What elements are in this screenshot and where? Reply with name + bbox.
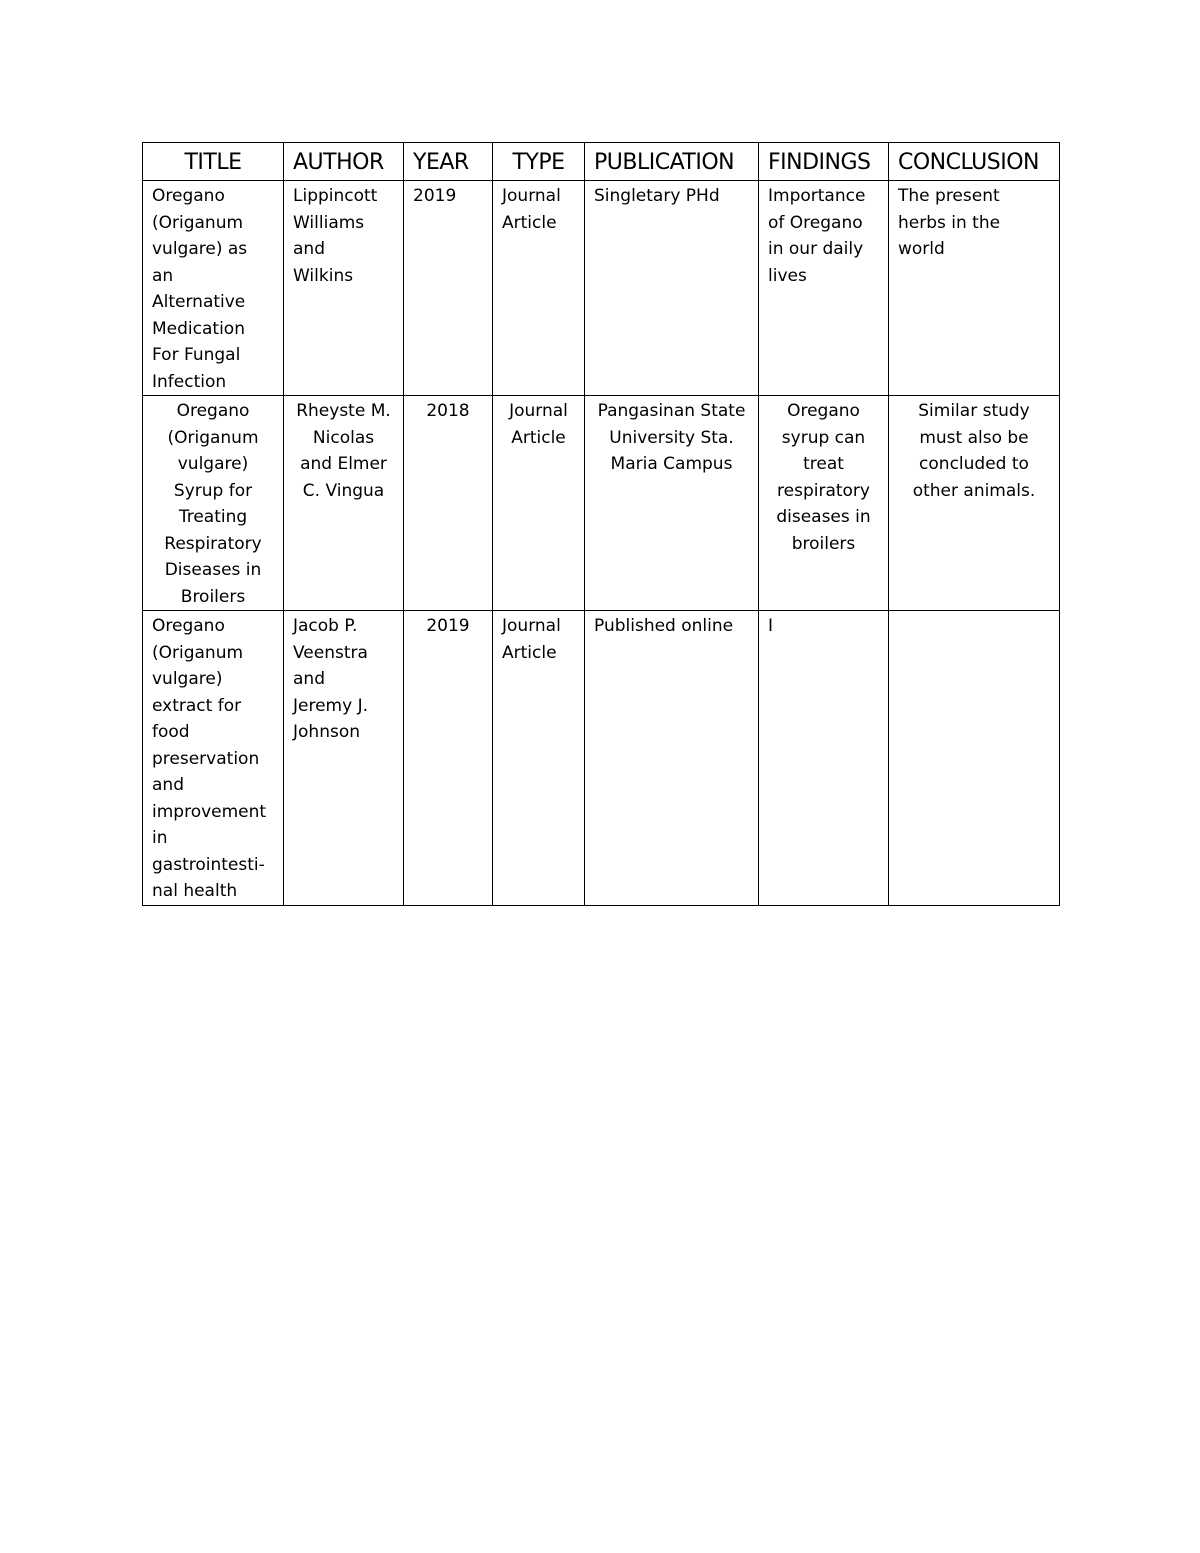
cell-text-line: Syrup for	[173, 480, 253, 501]
cell-text-line: (Origanum	[167, 427, 259, 448]
cell-text-line: treat	[803, 454, 844, 474]
cell-findings	[759, 396, 889, 611]
cell-text-line: Veenstra	[293, 642, 368, 663]
header-publication: PUBLICATION	[585, 143, 759, 181]
cell-title	[143, 181, 284, 396]
cell-text-line: Importance	[768, 186, 866, 206]
cell-text-line: concluded to	[919, 454, 1029, 474]
cell-text-line: Oregano	[152, 616, 225, 636]
cell-text-line: Johnson	[293, 722, 360, 742]
cell-text-line: diseases in	[776, 507, 871, 527]
cell-text-line: vulgare)	[177, 454, 249, 474]
cell-text-line: Rheyste M.	[296, 401, 391, 421]
cell-text-line: Journal	[502, 186, 561, 206]
cell-text-line: lives	[768, 265, 807, 286]
cell-text-line: Maria Campus	[610, 454, 733, 474]
cell-publication	[585, 181, 759, 396]
cell-text-line: nal health	[152, 881, 238, 901]
cell-type	[493, 181, 585, 396]
cell-text-line: Article	[502, 642, 557, 663]
cell-text-line: (Origanum	[152, 212, 244, 233]
cell-text-line: I	[768, 616, 774, 636]
header-year: YEAR	[404, 143, 493, 181]
cell-conclusion	[889, 396, 1060, 611]
cell-text-line: and Elmer	[300, 454, 387, 474]
cell-text-line: Lippincott	[293, 186, 378, 206]
cell-text-line: Article	[511, 427, 566, 448]
cell-text-line: herbs in the	[898, 212, 1001, 233]
cell-title	[143, 611, 284, 906]
cell-text-line: of Oregano	[768, 212, 863, 233]
cell-text-line: food	[152, 722, 190, 742]
cell-text-line: C. Vingua	[302, 480, 385, 501]
cell-text-line: Oregano	[152, 186, 225, 206]
cell-text-line: and	[293, 239, 325, 259]
cell-text-line: The present	[898, 186, 1000, 206]
cell-type	[493, 396, 585, 611]
cell-text-line: Jacob P.	[293, 616, 358, 636]
table-row	[143, 396, 1060, 611]
cell-year: 2019	[404, 181, 493, 396]
cell-author	[284, 396, 404, 611]
cell-publication	[585, 396, 759, 611]
cell-text-line: Jeremy J.	[293, 695, 368, 716]
cell-year: 2019	[404, 611, 493, 906]
cell-text-line: preservation	[152, 748, 260, 769]
cell-text-line: Broilers	[180, 586, 246, 607]
cell-author	[284, 181, 404, 396]
cell-text-line: Medication	[152, 318, 245, 339]
cell-findings	[759, 181, 889, 396]
cell-text-line: Diseases in	[164, 560, 262, 580]
cell-text-line: and	[152, 775, 184, 795]
cell-text-line: Journal	[509, 401, 568, 421]
cell-text-line: an	[152, 265, 174, 286]
header-findings: FINDINGS	[759, 143, 889, 181]
cell-text-line: and	[293, 669, 325, 689]
header-title: TITLE	[143, 143, 284, 181]
cell-text-line: world	[898, 239, 945, 259]
header-author: AUTHOR	[284, 143, 404, 181]
cell-text-line: Respiratory	[164, 533, 262, 554]
cell-text-line: Similar study	[918, 401, 1030, 421]
table-row	[143, 181, 1060, 396]
cell-text-line: gastrointesti-	[152, 854, 265, 875]
cell-type	[493, 611, 585, 906]
cell-text-line: in our daily	[768, 239, 864, 259]
cell-text-line: Pangasinan State	[597, 401, 746, 421]
cell-text-line: For Fungal	[152, 345, 241, 365]
table-header-row	[143, 143, 1060, 181]
cell-text-line: vulgare) as	[152, 239, 248, 259]
cell-publication	[585, 611, 759, 906]
cell-text-line: broilers	[791, 533, 856, 554]
cell-title	[143, 396, 284, 611]
cell-year: 2018	[404, 396, 493, 611]
table-row	[143, 611, 1060, 906]
cell-text-line: other animals.	[912, 480, 1036, 501]
cell-text-line: Article	[502, 212, 557, 233]
cell-text-line: Published online	[594, 616, 734, 636]
cell-text-line: Singletary PHd	[594, 186, 720, 206]
header-type: TYPE	[493, 143, 585, 181]
cell-text-line: Nicolas	[312, 427, 375, 448]
cell-conclusion	[889, 611, 1060, 906]
cell-text-line: University Sta.	[609, 427, 734, 448]
cell-author	[284, 611, 404, 906]
cell-text-line: Infection	[152, 371, 227, 392]
literature-review-table	[142, 142, 1060, 906]
cell-text-line: extract for	[152, 695, 242, 716]
cell-findings	[759, 611, 889, 906]
cell-text-line: syrup can	[781, 427, 866, 448]
cell-text-line: Oregano	[787, 401, 860, 421]
cell-text-line: in	[152, 828, 168, 848]
cell-text-line: Alternative	[152, 292, 246, 312]
cell-text-line: Journal	[502, 616, 561, 636]
cell-text-line: improvement	[152, 801, 267, 822]
cell-text-line: must also be	[919, 427, 1029, 448]
cell-text-line: (Origanum	[152, 642, 244, 663]
cell-conclusion	[889, 181, 1060, 396]
cell-text-line: Williams	[293, 212, 365, 233]
cell-text-line: vulgare)	[152, 669, 223, 689]
header-conclusion: CONCLUSION	[889, 143, 1060, 181]
cell-text-line: Wilkins	[293, 265, 354, 286]
cell-text-line: Oregano	[176, 401, 250, 421]
cell-text-line: respiratory	[777, 480, 870, 501]
cell-text-line: Treating	[178, 507, 248, 527]
